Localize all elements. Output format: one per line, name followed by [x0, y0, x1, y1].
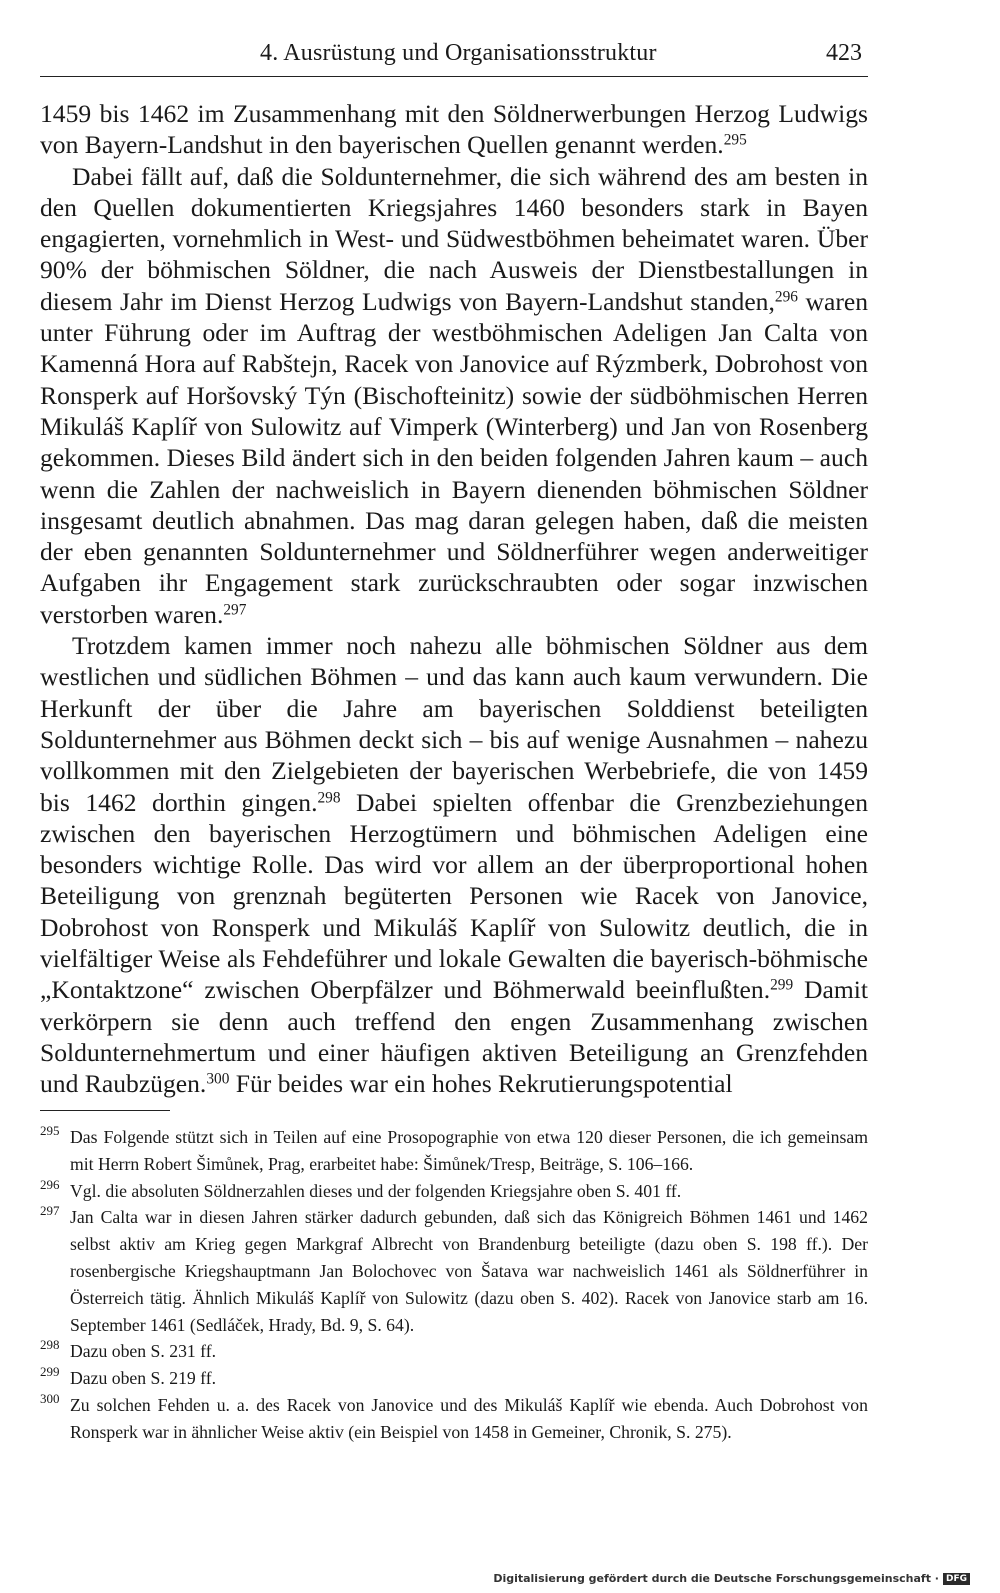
footnote-ref-298[interactable]: 298 — [317, 789, 341, 807]
paragraph-3 — [40, 630, 868, 1099]
chapter-title: 4. Ausrüstung und Organisationsstruktur — [260, 40, 657, 66]
footnote — [40, 1124, 868, 1178]
footnote — [40, 1365, 868, 1392]
footnote — [40, 1392, 868, 1446]
footnote-ref-297[interactable]: 297 — [223, 601, 247, 619]
footnote-ref-295[interactable]: 295 — [723, 131, 747, 149]
footnote-text: Zu solchen Fehden u. a. des Racek von Janovice und des Mikuláš Kaplíř wie ebenda. Auch Dobrohost von Ronsperk war in ähnlicher Weise aktiv (ein Beispiel von 1458 in Gemeiner, Chronik, S. 275). — [70, 1394, 868, 1442]
footnote-number: 298 — [40, 1337, 60, 1353]
paragraph-text: Dabei fällt auf, daß die Soldunternehmer, die sich während des am besten in den Quellen dokumentierten Kriegsjahres 1460 besonders stark in Bayen engagierten, vornehmlich in West- und Südwestböhmen beheimatet waren. Über 90% der böhmischen Söldner, die nach Ausweis der Dienstbestallungen in diesem Jahr im Dienst Herzog Ludwigs von Bayern-Landshut standen, — [40, 161, 868, 316]
footnote — [40, 1178, 868, 1205]
footnote-ref-296[interactable]: 296 — [774, 288, 798, 306]
footnote-ref-299[interactable]: 299 — [770, 976, 794, 994]
footnote-number: 297 — [40, 1203, 60, 1219]
footnote-number: 295 — [40, 1123, 60, 1138]
paragraph-text: Dabei spielten offenbar die Grenzbeziehungen zwischen den bayerischen Herzogtümern und böhmischen Adeligen eine besonders wichtige Rolle. Das wird vor allem an der überproportional hohen Beteiligung von grenznah begüterten Personen wie Racek von Janovice, Dobrohost von Ronsperk und Mikuláš Kaplíř von Sulowitz deutlich, die in vielfältiger Weise als Fehdeführer und lokale Gewalten die bayerisch-böhmische „Kontaktzone“ zwischen Oberpfälzer und Böhmerwald beeinflußten. — [40, 787, 869, 1005]
running-head — [40, 36, 868, 77]
paragraph-1 — [40, 98, 868, 161]
footnote-text: Dazu oben S. 231 ff. — [70, 1341, 217, 1362]
paragraph-2 — [40, 161, 868, 630]
footnote-number: 299 — [40, 1364, 60, 1380]
paragraph-text: Damit verkörpern sie denn auch treffend den engen Zusammenhang zwischen Soldunternehmertum und einer häufigen aktiven Beteiligung an Grenzfehden und Raubzügen. — [40, 975, 868, 1099]
footnote-text: Jan Calta war in diesen Jahren stärker dadurch gebunden, daß sich das Königreich Böhmen 1461 und 1462 selbst aktiv am Krieg gegen Markgraf Albrecht von Brandenburg beteiligte (dazu oben S. 198 ff.). Der rosenbergische Kriegshauptmann Jan Bolochovec von Šatava war nachweislich 1461 als Söldnerführer in Österreich tätig. Ähnlich Mikuláš Kaplíř von Sulowitz (dazu oben S. 402). Racek von Janovice starb am 16. September 1461 (Sedláček, Hrady, Bd. 9, S. 64). — [70, 1207, 868, 1335]
footnote — [40, 1204, 868, 1338]
footnote-text: Vgl. die absoluten Söldnerzahlen dieses und der folgenden Kriegsjahre oben S. 401 ff. — [70, 1180, 682, 1201]
paragraph-text: Für beides war ein hohes Rekrutierungspotential — [229, 1069, 733, 1099]
digitization-credit — [493, 1572, 970, 1585]
footnote-text: Das Folgende stützt sich in Teilen auf eine Prosopographie von etwa 120 dieser Personen, die ich gemeinsam mit Herrn Robert Šimůnek, Prag, erarbeitet habe: Šimůnek/Tresp, Beiträge, S. 106–166. — [70, 1127, 868, 1174]
paragraph-text: 1459 bis 1462 im Zusammenhang mit den Söldnerwerbungen Herzog Ludwigs von Bayern-Landshut in den bayerischen Quellen genannt werden. — [40, 99, 868, 160]
dfg-logo: DFG — [943, 1573, 970, 1585]
footnote-text: Dazu oben S. 219 ff. — [70, 1368, 217, 1389]
page-number: 423 — [826, 40, 862, 66]
footnote-ref-300[interactable]: 300 — [206, 1070, 230, 1088]
footnotes — [40, 1124, 868, 1446]
footnote-number: 300 — [40, 1390, 60, 1406]
credit-text: Digitalisierung gefördert durch die Deutsche Forschungsgemeinschaft · — [493, 1572, 939, 1585]
footnote — [40, 1338, 868, 1365]
footnote-divider — [40, 1110, 170, 1111]
body-text — [40, 98, 868, 1100]
paragraph-text: waren unter Führung oder im Auftrag der westböhmischen Adeligen Jan Calta von Kamenná Hora auf Rabštejn, Racek von Janovice auf Rýzmberk, Dobrohost von Ronsperk auf Horšovský Týn (Bischofteinitz) sowie der südböhmischen Herren Mikuláš Kaplíř von Sulowitz auf Vimperk (Winterberg) und Jan von Rosenberg gekommen. Dieses Bild ändert sich in den beiden folgenden Jahren kaum – auch wenn die Zahlen der nachweislich in Bayern dienenden böhmischen Söldner insgesamt deutlich abnahmen. Das mag daran gelegen haben, daß die meisten der eben genannten Soldunternehmer und Söldnerführer wegen anderweitiger Aufgaben ihr Engagement stark zurückschraubten oder sogar inzwischen verstorben waren. — [40, 286, 869, 629]
paragraph-text: Trotzdem kamen immer noch nahezu alle böhmischen Söldner aus dem westlichen und südlichen Böhmen – und das kann auch kaum verwundern. Die Herkunft der über die Jahre am bayerischen Solddienst beteiligten Soldunternehmer aus Böhmen deckt sich – bis auf wenige Ausnahmen – nahezu vollkommen mit den Zielgebieten der bayerischen Werbebriefe, die von 1459 bis 1462 dorthin gingen. — [40, 631, 868, 817]
footnote-number: 296 — [40, 1176, 60, 1192]
